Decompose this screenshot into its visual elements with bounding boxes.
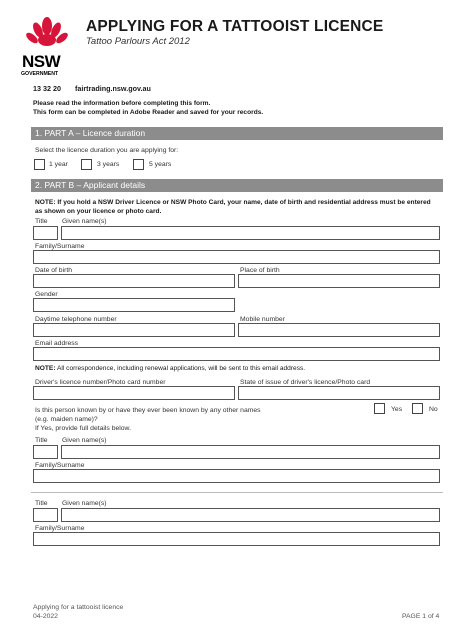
mobile-number-label: Mobile number [240,316,285,323]
option-3-years-checkbox[interactable] [81,159,92,170]
part-b-heading: 2. PART B – Applicant details [31,179,443,192]
footer-document-name: Applying for a tattooist licence [33,604,124,611]
intro-text [33,99,263,117]
licence-number-label: Driver's licence number/Photo card number [35,379,166,386]
alt-name-2-family-field[interactable] [33,532,440,546]
contact-line [33,84,163,93]
option-5-years-label: 5 years [149,161,172,168]
applicant-note: NOTE: If you hold a NSW Driver Licence or NSW Photo Card, your name, date of birth and residential address must be entered as shown on your licence or photo card. [35,199,431,215]
option-1-year-label: 1 year [49,161,68,168]
alt-name-2-title-field[interactable] [33,508,58,522]
place-of-birth-label: Place of birth [240,267,280,274]
family-name-label: Family/Surname [35,243,85,250]
licence-number-field[interactable] [33,386,235,400]
email-field[interactable] [33,347,440,361]
given-names-label: Given name(s) [62,218,107,225]
divider [31,492,443,493]
other-names-no-checkbox[interactable] [412,403,423,414]
email-note-text: All correspondence, including renewal applications, will be sent to this email address. [55,365,306,372]
email-note-prefix: NOTE: [35,365,56,372]
email-note [35,364,305,373]
date-of-birth-label: Date of birth [35,267,73,274]
other-names-question-line-1: Is this person known by or have they ever been known by any other names [35,407,261,414]
part-a-heading: 1. PART A – Licence duration [31,127,443,140]
if-yes-instruction: If Yes, provide full details below. [35,425,131,432]
alt-name-1-family-field[interactable] [33,469,440,483]
logo-wordmark: NSW [22,52,61,71]
phone-number: 13 32 20 [33,84,61,93]
page-subtitle: Tattoo Parlours Act 2012 [86,36,190,47]
daytime-phone-field[interactable] [33,323,235,337]
intro-line-1: Please read the information before completing this form. [33,100,211,107]
alt-name-1-family-label: Family/Surname [35,462,85,469]
given-names-field[interactable] [61,226,440,240]
other-names-question-line-2: (e.g. maiden name)? [35,416,98,423]
alt-name-1-given-label: Given name(s) [62,437,107,444]
nsw-government-logo [20,16,74,85]
other-names-no-label: No [429,406,438,413]
intro-line-2: This form can be completed in Adobe Reader and saved for your records. [33,109,264,116]
gender-field[interactable] [33,298,235,312]
page-title: APPLYING FOR A TATTOOIST LICENCE [86,18,384,35]
other-names-question [35,406,261,424]
gender-label: Gender [35,291,58,298]
other-names-yes-checkbox[interactable] [374,403,385,414]
alt-name-2-given-field[interactable] [61,508,440,522]
title-field[interactable] [33,226,58,240]
option-5-years-checkbox[interactable] [133,159,144,170]
mobile-number-field[interactable] [238,323,440,337]
website-link[interactable]: fairtrading.nsw.gov.au [74,84,151,93]
place-of-birth-field[interactable] [238,274,440,288]
daytime-phone-label: Daytime telephone number [35,316,117,323]
option-3-years-label: 3 years [97,161,120,168]
footer-page-number: PAGE 1 of 4 [402,613,440,620]
title-label: Title [35,218,48,225]
licence-state-field[interactable] [238,386,440,400]
alt-name-2-title-label: Title [35,500,48,507]
alt-name-1-title-field[interactable] [33,445,58,459]
family-name-field[interactable] [33,250,440,264]
licence-state-label: State of issue of driver's licence/Photo card [240,379,371,386]
alt-name-2-given-label: Given name(s) [62,500,107,507]
other-names-yes-label: Yes [391,406,403,413]
footer-version: 04-2022 [33,613,58,620]
date-of-birth-field[interactable] [33,274,235,288]
alt-name-1-title-label: Title [35,437,48,444]
licence-duration-prompt: Select the licence duration you are applying for: [35,147,179,154]
alt-name-1-given-field[interactable] [61,445,440,459]
logo-subtext: GOVERNMENT [21,71,59,77]
email-label: Email address [35,340,79,347]
alt-name-2-family-label: Family/Surname [35,525,85,532]
option-1-year-checkbox[interactable] [34,159,45,170]
